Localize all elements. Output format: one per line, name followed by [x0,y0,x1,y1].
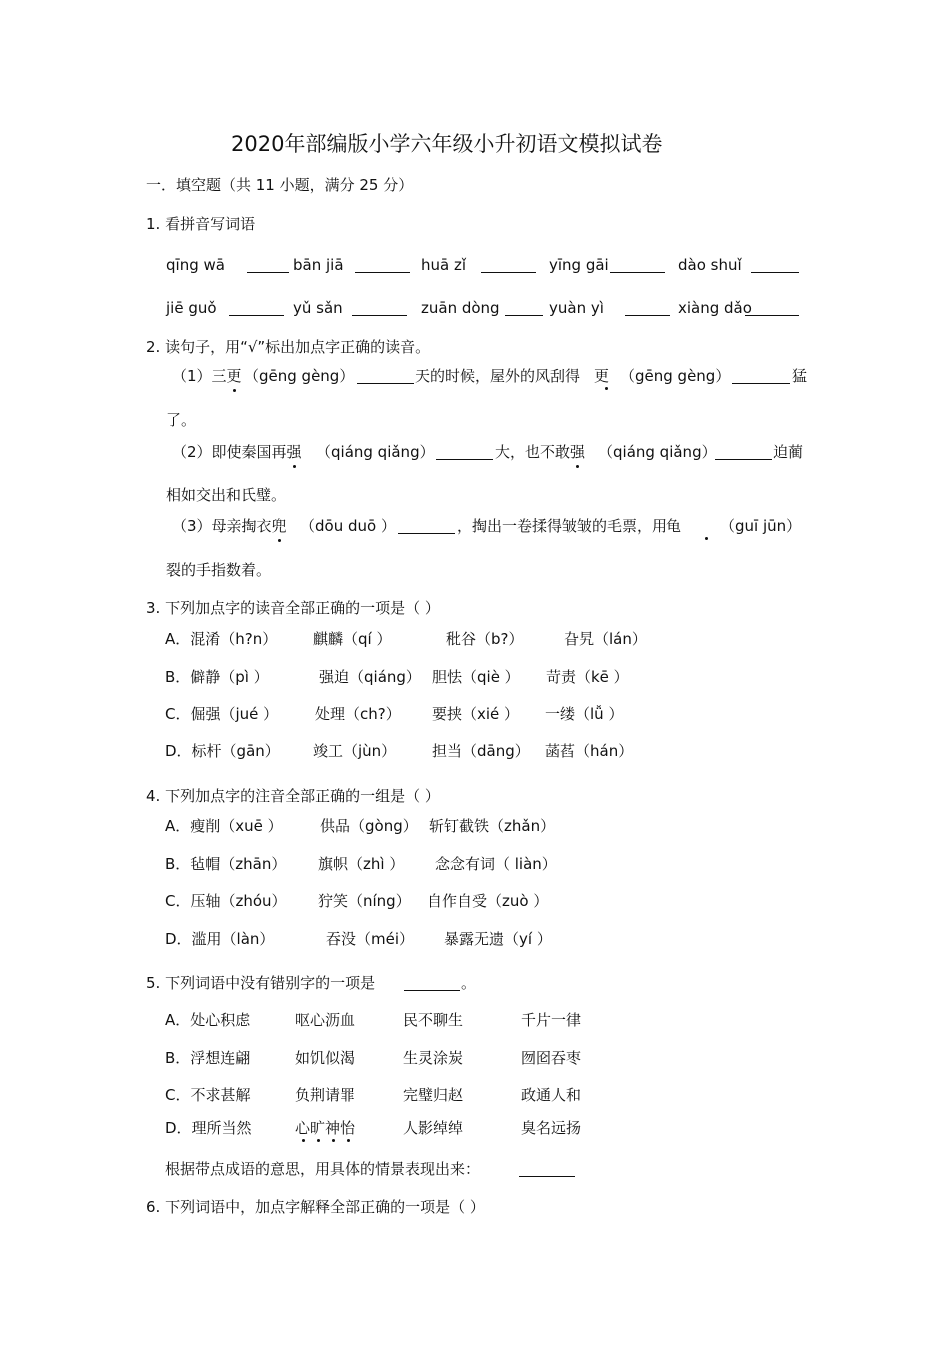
q1-pinyin: xiàng dǎo [678,299,752,317]
sentence-text: （1）三 [172,367,227,385]
option-item: 竣工（jùn） [313,742,397,760]
option-item: 胆怯（qiè ） [432,668,520,686]
pinyin-options: （qiáng qiǎng） [598,443,717,461]
sentence-text: ，掏出一卷揉得皱皱的毛票，用 [457,517,668,535]
option-item: 狞笑（níng） [318,892,411,910]
option-item: A．混淆（h?n） [165,630,278,648]
q4-stem: 4. 下列加点字的注音全部正确的一组是（ ） [146,787,440,805]
answer-blank[interactable] [751,258,799,273]
option-item: 如饥似渴 [295,1049,356,1067]
q1-pinyin: dào shuǐ [678,256,742,274]
option-item: 自作自受（zuò ） [427,892,549,910]
option-item: 念念有词（ liàn） [435,855,557,873]
option-item: 完璧归赵 [403,1086,464,1104]
option-item: 千片一律 [521,1011,582,1029]
answer-blank[interactable] [398,519,455,534]
sentence-text: 了。 [166,411,197,429]
answer-blank[interactable] [357,369,414,384]
emphasis-dot [705,537,708,540]
sentence-text: 猛 [792,367,808,385]
sentence-text: 天的时候，屋外的风刮得 [415,367,581,385]
option-item: 担当（dāng） [432,742,530,760]
option-item: 人影绰绰 [403,1119,464,1137]
dotted-char: 龟 [666,517,682,535]
option-item: B．浮想连翩 [165,1049,251,1067]
q1-pinyin: zuān dòng [421,299,500,317]
q1-pinyin: yǔ sǎn [293,299,343,317]
option-item: 供品（gòng） [320,817,418,835]
option-item: 斩钉截铁（zhǎn） [429,817,556,835]
option-item: A．瘦削（xuē ） [165,817,283,835]
pinyin-options: （gēng gèng） [620,367,731,385]
option-item: 民不聊生 [403,1011,464,1029]
emphasis-dot [317,1139,320,1142]
sentence-text: 裂的手指数着。 [166,561,272,579]
q1-pinyin: qīng wā [166,256,225,274]
option-item: B．僻静（pì ） [165,668,269,686]
answer-blank[interactable] [404,976,460,991]
option-item: 强迫（qiáng） [319,668,421,686]
answer-blank[interactable] [610,258,665,273]
dotted-char: 更 [594,367,610,385]
option-item: 旮旯（lán） [564,630,647,648]
emphasis-dot [605,387,608,390]
option-item: 一缕（lǚ ） [545,705,624,723]
option-item: 政通人和 [521,1086,582,1104]
q3-stem: 3. 下列加点字的读音全部正确的一项是（ ） [146,599,440,617]
option-item: D．滥用（làn） [165,930,275,948]
option-item: C．不求甚解 [165,1086,251,1104]
option-item: B．毡帽（zhān） [165,855,287,873]
answer-blank[interactable] [229,301,284,316]
option-item: 负荆请罪 [295,1086,356,1104]
q6-stem: 6. 下列词语中，加点字解释全部正确的一项是（ ） [146,1198,485,1216]
option-item: 暴露无遗（yí ） [444,930,552,948]
q5-stem-text: 5. 下列词语中没有错别字的一项是 [146,974,376,992]
sentence-text: 大，也不敢 [495,443,571,461]
dotted-char: 强 [570,443,586,461]
option-item: 旗帜（zhì ） [318,855,405,873]
answer-blank[interactable] [436,445,493,460]
option-item: D．标杆（gān） [165,742,280,760]
answer-blank[interactable] [715,445,772,460]
option-item: C．压轴（zhóu） [165,892,287,910]
sentence-text: （2）即使秦国再 [172,443,287,461]
q1-pinyin: yuàn yì [549,299,604,317]
option-item: 心旷神怡 [295,1119,356,1137]
option-item: D．理所当然 [165,1119,252,1137]
q1-pinyin: yīng gāi [549,256,609,274]
option-item: 苛责（kē ） [546,668,629,686]
option-item: 生灵涂炭 [403,1049,464,1067]
option-item: 麒麟（qí ） [313,630,392,648]
q1-pinyin: jiē guǒ [166,299,217,317]
option-item: C．倔强（jué ） [165,705,279,723]
answer-blank[interactable] [352,301,407,316]
answer-blank[interactable] [519,1162,575,1177]
pinyin-options: （gēng gèng） [244,367,355,385]
option-item: 臭名远扬 [521,1119,582,1137]
sentence-text: （3）母亲掏衣 [172,517,272,535]
option-item: 处理（ch?） [315,705,401,723]
option-item: 菡萏（hán） [545,742,634,760]
emphasis-dot [347,1139,350,1142]
answer-blank[interactable] [355,258,410,273]
q1-pinyin: bān jiā [293,256,344,274]
option-item: 要挟（xié ） [432,705,520,723]
dotted-char: 兜 [271,517,287,535]
q2-stem: 2. 读句子，用“√”标出加点字正确的读音。 [146,338,431,356]
pinyin-options: （dōu duō ） [300,517,396,535]
sentence-text: 相如交出和氏璧。 [166,486,287,504]
option-item: 秕谷（b?） [446,630,524,648]
option-item: A．处心积虑 [165,1011,251,1029]
sentence-text: 迫蔺 [773,443,804,461]
q5-stem-end: 。 [461,974,477,992]
pinyin-options: （qiáng qiǎng） [316,443,435,461]
option-item: 呕心沥血 [295,1011,356,1029]
answer-blank[interactable] [247,258,289,273]
answer-blank[interactable] [481,258,536,273]
page-title: 2020年部编版小学六年级小升初语文模拟试卷 [231,132,663,156]
option-item: 囫囵吞枣 [521,1049,582,1067]
section-heading: 一．填空题（共 11 小题，满分 25 分） [146,176,414,194]
emphasis-dot [332,1139,335,1142]
q1-pinyin: huā zǐ [421,256,467,274]
q1-stem: 1. 看拼音写词语 [146,215,256,233]
emphasis-dot [302,1139,305,1142]
dotted-char: 强 [286,443,302,461]
answer-blank[interactable] [732,369,790,384]
answer-blank[interactable] [505,301,543,316]
option-item: 吞没（méi） [326,930,415,948]
answer-blank[interactable] [745,301,799,316]
answer-blank[interactable] [625,301,670,316]
pinyin-options: （guī jūn） [720,517,802,535]
dotted-char: 更 [226,367,242,385]
q5-follow-text: 根据带点成语的意思，用具体的情景表现出来： [165,1160,481,1178]
